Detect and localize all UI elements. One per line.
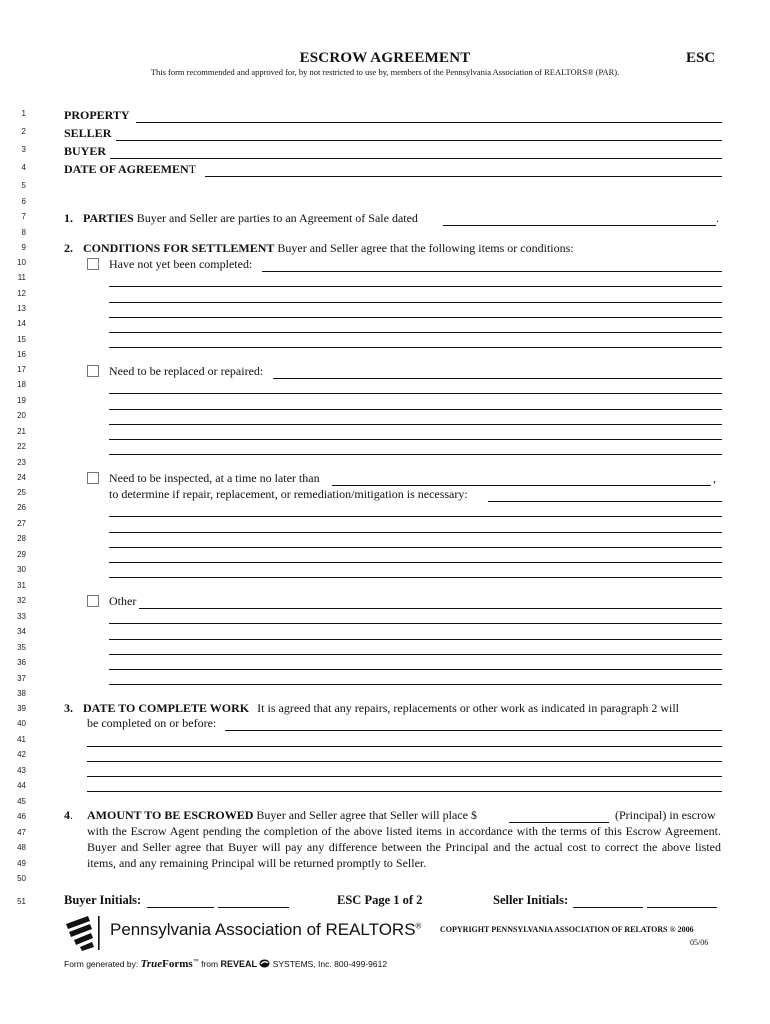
line-number: 41 (17, 735, 26, 744)
not-completed-line[interactable] (109, 332, 722, 333)
replaced-repaired-line[interactable] (109, 424, 722, 425)
line-number: 16 (17, 350, 26, 359)
replaced-repaired-line[interactable] (109, 393, 722, 394)
line-number: 21 (17, 427, 26, 436)
not-completed-line[interactable] (109, 317, 722, 318)
association-name: Pennsylvania Association of REALTORS® (110, 920, 422, 939)
section-3-before-label: be completed on or before: (87, 716, 217, 730)
line-number: 33 (17, 612, 26, 621)
seller-initials-label: Seller Initials: (493, 893, 569, 907)
inspection-comma: , (713, 471, 716, 485)
document-title: ESCROW AGREEMENT (299, 50, 471, 66)
line-number: 22 (17, 442, 26, 451)
line-number: 24 (17, 473, 26, 482)
line-number: 8 (21, 228, 26, 237)
line-number: 47 (17, 828, 26, 837)
line-number: 35 (17, 643, 26, 652)
completion-line[interactable] (87, 746, 722, 747)
document-subtitle: This form recommended and approved for, by not restricted to use by, members of the Pennsylvania Association of REALTORS® (PAR). (150, 67, 620, 77)
buyer-field[interactable] (110, 158, 722, 159)
buyer-label: BUYER (64, 144, 107, 158)
line-number: 48 (17, 843, 26, 852)
replaced-repaired-line[interactable] (109, 454, 722, 455)
line-number: 51 (17, 897, 26, 906)
line-number: 15 (17, 335, 26, 344)
line-number: 12 (17, 289, 26, 298)
line-number: 23 (17, 458, 26, 467)
other-field[interactable] (139, 608, 722, 609)
line-number: 44 (17, 781, 26, 790)
line-number: 10 (17, 258, 26, 267)
line-number: 9 (21, 243, 26, 252)
inspected-line[interactable] (109, 547, 722, 548)
line-number: 46 (17, 812, 26, 821)
inspection-determine-field[interactable] (488, 501, 722, 502)
not-completed-line[interactable] (109, 286, 722, 287)
completion-line[interactable] (87, 776, 722, 777)
inspection-determine-label: to determine if repair, replacement, or remediation/mitigation is necessary: (109, 487, 468, 501)
revision-date: 05/06 (690, 938, 709, 947)
completion-date-field[interactable] (225, 730, 722, 731)
inspected-line[interactable] (109, 532, 722, 533)
trueforms-logo: TrueForms (140, 958, 193, 970)
line-number: 28 (17, 534, 26, 543)
section-4-number: 4. (64, 808, 73, 822)
buyer-initials-field-2[interactable] (218, 907, 289, 908)
inspected-line[interactable] (109, 516, 722, 517)
line-number: 45 (17, 797, 26, 806)
section-1-parties: 1. PARTIES Buyer and Seller are parties to an Agreement of Sale dated (64, 211, 418, 225)
checkbox-other[interactable] (87, 595, 99, 607)
seller-label: SELLER (64, 126, 112, 140)
form-code: ESC (686, 50, 716, 66)
line-number: 11 (17, 273, 26, 282)
inspected-line[interactable] (109, 577, 722, 578)
checkbox-inspected[interactable] (87, 472, 99, 484)
property-field[interactable] (136, 122, 722, 123)
copyright-notice: COPYRIGHT PENNSYLVANIA ASSOCIATION OF RELATORS ® 2006 (440, 925, 694, 934)
form-generated-by: Form generated by: TrueForms™ from REVEAL SYSTEMS, Inc. 800-499-9612 (64, 958, 388, 970)
line-number: 25 (17, 488, 26, 497)
checkbox-not-completed[interactable] (87, 258, 99, 270)
line-number: 39 (17, 704, 26, 713)
section-4-body: with the Escrow Agent pending the completion of the above listed items in accordance with the terms of this Escrow Agreement. Buyer and Seller agree that Buyer will pay any difference between the Principal and the actual cost to correct the above listed items, and any remaining Principal will be returned promptly to Seller. (87, 824, 721, 870)
page-indicator: ESC Page 1 of 2 (337, 893, 423, 907)
line-number: 42 (17, 750, 26, 759)
realtors-logo-icon (64, 914, 104, 952)
line-number: 43 (17, 766, 26, 775)
line-number: 38 (17, 689, 26, 698)
line-number: 49 (17, 859, 26, 868)
other-line[interactable] (109, 623, 722, 624)
line-number: 14 (17, 319, 26, 328)
line-number: 20 (17, 411, 26, 420)
line-number: 27 (17, 519, 26, 528)
line-number: 7 (21, 212, 26, 221)
line-number: 18 (17, 380, 26, 389)
other-line[interactable] (109, 684, 722, 685)
line-number: 50 (17, 874, 26, 883)
line-number: 17 (17, 365, 26, 374)
agreement-date-field[interactable] (443, 225, 716, 226)
replaced-repaired-line[interactable] (109, 409, 722, 410)
line-number: 37 (17, 674, 26, 683)
line-number: 2 (21, 127, 26, 136)
replaced-repaired-field[interactable] (273, 378, 722, 379)
option-replaced-repaired-label: Need to be replaced or repaired: (109, 364, 264, 378)
line-number: 40 (17, 719, 26, 728)
buyer-initials-label: Buyer Initials: (64, 893, 142, 907)
line-number: 19 (17, 396, 26, 405)
line-number: 13 (17, 304, 26, 313)
line-number: 26 (17, 503, 26, 512)
completion-line[interactable] (87, 761, 722, 762)
line-number: 31 (17, 581, 26, 590)
line-number: 6 (21, 197, 26, 206)
line-number: 29 (17, 550, 26, 559)
date-of-agreement-label: DATE OF AGREEMENT (64, 162, 197, 176)
date-of-agreement-field[interactable] (205, 176, 722, 177)
line-number: 32 (17, 596, 26, 605)
not-completed-line[interactable] (109, 302, 722, 303)
option-other-label: Other (109, 594, 137, 608)
seller-field[interactable] (116, 140, 722, 141)
checkbox-replaced-repaired[interactable] (87, 365, 99, 377)
inspected-line[interactable] (109, 562, 722, 563)
replaced-repaired-line[interactable] (109, 439, 722, 440)
section-4-heading-line: AMOUNT TO BE ESCROWED Buyer and Seller agree that Seller will place $ (87, 808, 477, 822)
line-number: 30 (17, 565, 26, 574)
other-line[interactable] (109, 669, 722, 670)
option-not-completed-label: Have not yet been completed: (109, 257, 253, 271)
reveal-logo-icon (259, 959, 270, 968)
other-line[interactable] (109, 639, 722, 640)
not-completed-line[interactable] (109, 347, 722, 348)
section-3-date-to-complete: 3. DATE TO COMPLETE WORK It is agreed that any repairs, replacements or other work as indicated in paragraph 2 will (64, 701, 679, 715)
section-2-conditions: 2. CONDITIONS FOR SETTLEMENT Buyer and Seller agree that the following items or conditions: (64, 241, 574, 255)
line-number: 3 (21, 145, 26, 154)
line-number: 4 (21, 163, 26, 172)
line-number: 34 (17, 627, 26, 636)
line-number: 5 (21, 181, 26, 190)
section-4-principal-text: (Principal) in escrow (615, 808, 716, 822)
property-label: PROPERTY (64, 108, 130, 122)
seller-initials-field-1[interactable] (573, 907, 643, 908)
option-inspected-label: Need to be inspected, at a time no later than (109, 471, 320, 485)
section-1-period: . (716, 211, 719, 225)
buyer-initials-field-1[interactable] (147, 907, 214, 908)
completion-line[interactable] (87, 791, 722, 792)
seller-initials-field-2[interactable] (647, 907, 717, 908)
inspection-date-field[interactable] (332, 485, 711, 486)
other-line[interactable] (109, 654, 722, 655)
line-number: 36 (17, 658, 26, 667)
line-number: 1 (21, 109, 26, 118)
not-completed-field[interactable] (262, 271, 722, 272)
